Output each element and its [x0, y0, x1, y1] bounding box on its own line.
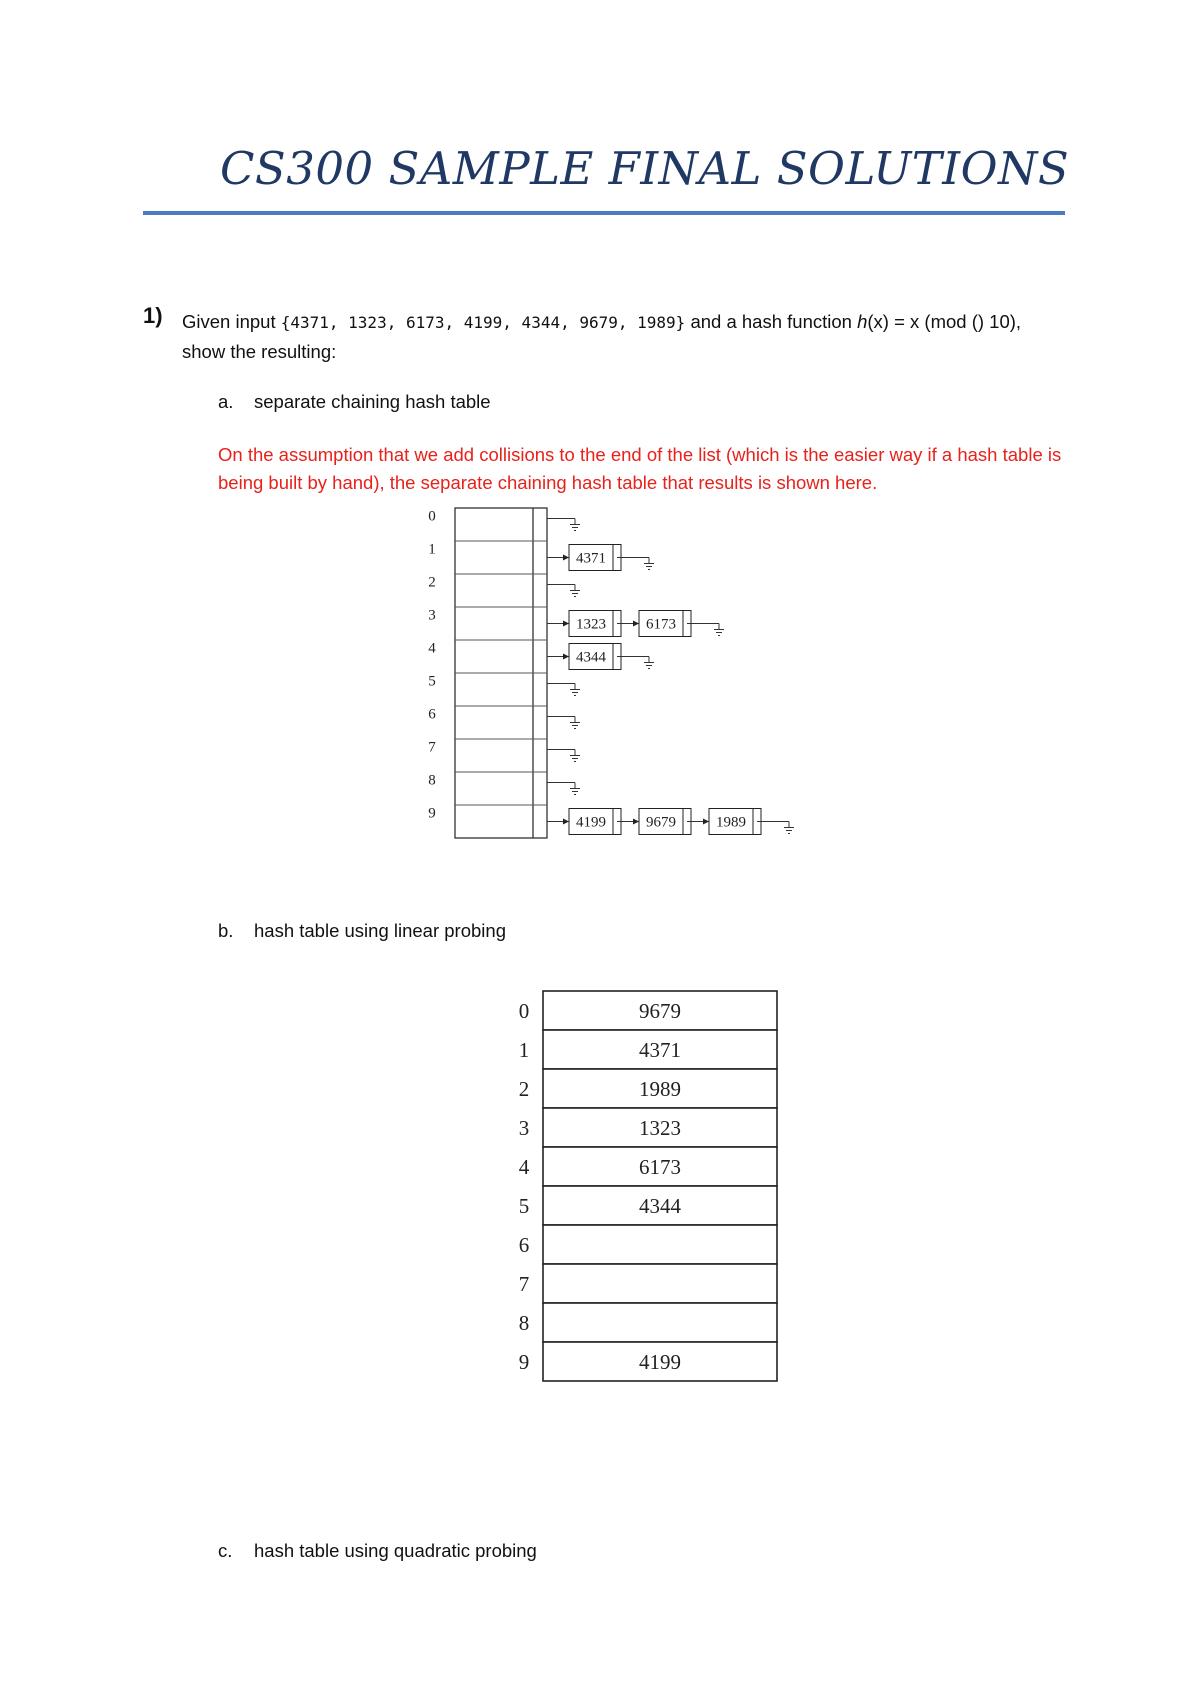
chain-node-value: 4344: [576, 649, 606, 666]
part-a-label: a.: [218, 391, 234, 412]
part-b-label: b.: [218, 920, 234, 941]
slot-value: 6173: [639, 1155, 681, 1179]
bucket-index: 1: [428, 541, 436, 558]
chain-node-value: 1323: [576, 616, 606, 633]
part-b-text: hash table using linear probing: [254, 920, 506, 941]
slot-cell: [543, 1225, 777, 1264]
null-ground-icon: [644, 663, 654, 669]
null-ground-icon: [570, 756, 580, 762]
null-ground-icon: [570, 723, 580, 729]
question-number: 1): [143, 303, 163, 328]
question-lead: Given input: [182, 311, 281, 332]
slot-index: 4: [518, 1155, 530, 1179]
chain-node-value: 4371: [576, 550, 606, 567]
bucket-index: 3: [428, 607, 436, 624]
slot-index: 8: [518, 1311, 530, 1335]
title-divider: [143, 211, 1065, 215]
question-text: [182, 307, 1082, 366]
part-c-label: c.: [218, 1540, 233, 1561]
chain-node-value: 4199: [576, 814, 606, 831]
slot-value: 1323: [639, 1116, 681, 1140]
chain-node-value: 1989: [716, 814, 746, 831]
slot-index: 3: [518, 1116, 530, 1140]
slot-index: 6: [518, 1233, 530, 1257]
slot-index: 1: [518, 1038, 530, 1062]
slot-value: 9679: [639, 999, 681, 1023]
slot-value: 4199: [639, 1350, 681, 1374]
null-ground-icon: [570, 525, 580, 531]
part-c-text: hash table using quadratic probing: [254, 1540, 537, 1561]
slot-cell: [543, 1303, 777, 1342]
chain-node-value: 9679: [646, 814, 676, 831]
bucket-index: 8: [428, 772, 436, 789]
slot-value: 4371: [639, 1038, 681, 1062]
slot-index: 0: [518, 999, 530, 1023]
hash-function-name: h: [857, 311, 868, 332]
slot-value: 4344: [639, 1194, 681, 1218]
slot-index: 5: [518, 1194, 530, 1218]
bucket-index: 7: [428, 739, 436, 756]
hash-function-definition: (x) = x (mod () 10),: [867, 311, 1022, 332]
answer-a-text: On the assumption that we add collisions to the end of the list (which is the easier way if a hash table is being built by hand), the separate chaining hash table that results is shown here.: [218, 444, 1062, 493]
slot-index: 2: [518, 1077, 530, 1101]
null-ground-icon: [644, 564, 654, 570]
null-ground-icon: [714, 630, 724, 636]
bucket-index: 0: [428, 508, 436, 525]
slot-cell: [543, 1264, 777, 1303]
null-ground-icon: [570, 690, 580, 696]
bucket-index: 2: [428, 574, 436, 591]
null-ground-icon: [570, 789, 580, 795]
bucket-index: 6: [428, 706, 436, 723]
slot-index: 9: [518, 1350, 530, 1374]
question-line-2: show the resulting:: [182, 341, 337, 362]
linear-probing-table: [500, 985, 800, 1385]
bucket-index: 9: [428, 805, 436, 822]
null-ground-icon: [784, 828, 794, 834]
page-title: CS300 SAMPLE FINAL SOLUTIONS: [220, 142, 1070, 195]
bucket-index: 5: [428, 673, 436, 690]
separate-chaining-diagram: [415, 500, 805, 840]
slot-value: 1989: [639, 1077, 681, 1101]
null-ground-icon: [570, 591, 580, 597]
bucket-index: 4: [428, 640, 436, 657]
question-input-set: {4371, 1323, 6173, 4199, 4344, 9679, 1989}: [280, 313, 686, 332]
part-a-text: separate chaining hash table: [254, 391, 491, 412]
slot-index: 7: [518, 1272, 530, 1296]
chain-node-value: 6173: [646, 616, 676, 633]
question-mid: and a hash function: [685, 311, 858, 332]
